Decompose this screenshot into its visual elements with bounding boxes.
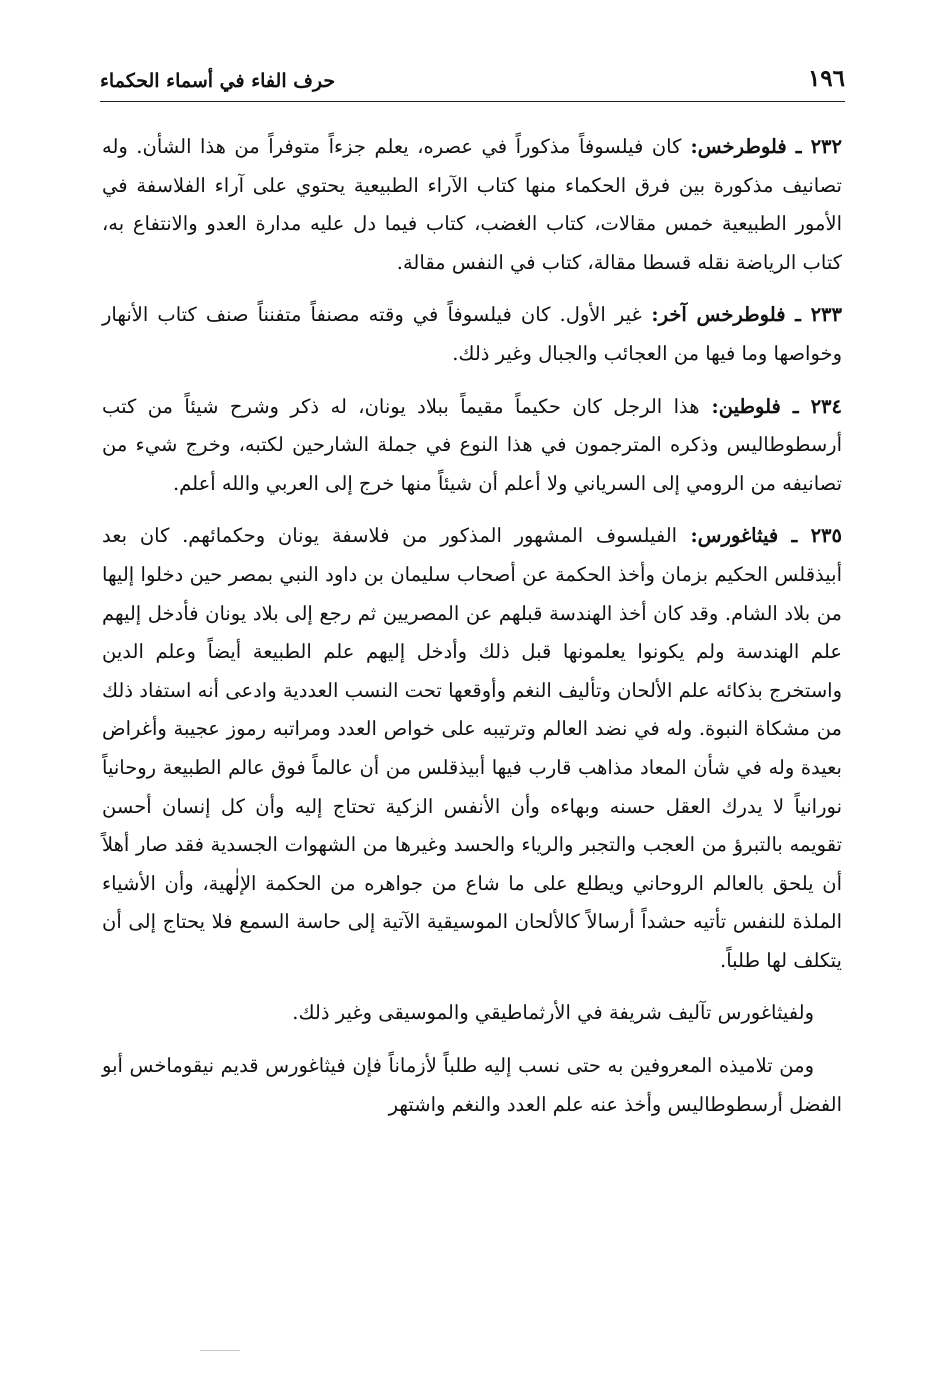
entry-dash: ـ (785, 303, 811, 327)
paragraph-students: ومن تلاميذه المعروفين به حتى نسب إليه طلباً لأزماناً فإن فيثاغورس قديم نيقوماخس أبو الفضل أرسطوطاليس وأخذ عنه علم العدد والنغم واشتهر (102, 1054, 842, 1116)
footer-mark (200, 1350, 240, 1351)
entry-234 (102, 388, 842, 504)
entry-text: غير الأول. كان فيلسوفاً في وقته مصنفاً متفنناً صنف كتاب الأنهار وخواصها وما فيها من العجائب والجبال وغير ذلك. (102, 303, 842, 365)
entry-colon: : (699, 394, 719, 418)
entry-number: ٢٣٥ (810, 524, 842, 548)
entry-dash: ـ (780, 394, 811, 418)
page-body (102, 128, 842, 1138)
entry-heading (677, 524, 842, 547)
page-number: ١٩٦ (807, 65, 845, 92)
entry-heading (642, 303, 842, 326)
entry-text: كان فيلسوفاً مذكوراً في عصره، يعلم جزءاً متوفراً من هذا الشأن. وله تصانيف مذكورة بين فرق الحكماء منها كتاب الآراء الطبيعية يحتوي على آراء الفلاسفة في الأمور الطبيعية خمس مقالات، كتاب الغضب، كتاب فيما دل عليه مدارة العدو والانتفاع به، كتاب الرياضة نقله قسطا مقالة، كتاب في النفس مقالة. (102, 135, 842, 274)
entry-colon: : (677, 524, 698, 548)
entry-name: فلوطين (718, 394, 781, 418)
entry-number: ٢٣٤ (810, 394, 842, 418)
running-title: حرف الفاء في أسماء الحكماء (100, 70, 336, 92)
entry-name: فلوطرخس آخر (658, 303, 786, 327)
page-header (100, 58, 845, 98)
entry-text: الفيلسوف المشهور المذكور من فلاسفة يونان وحكمائهم. كان بعد أبيذقلس الحكيم بزمان وأخذ الحكمة عن أصحاب سليمان بن داود النبي بمصر حين دخلوا إليها من بلاد الشام. وقد كان أخذ الهندسة قبلهم عن المصريين ثم رجع إلى بلاد يونان فأدخل إليهم علم الهندسة ولم يكونوا يعلمونها قبل ذلك وأدخل إليهم علم الطبيعة أيضاً وعلم الدين واستخرج بذكائه علم الألحان وتأليف النغم وأوقعها تحت النسب العددية وادعى أنه استفاد ذلك من مشكاة النبوة. وله في نضد العالم وترتيبه على خواص العدد ومراتبه رموز عجيبة وأغراض بعيدة وله في شأن المعاد مذاهب قارب فيها أبيذقلس من أن عالماً فوق عالم الطبيعة روحانياً نورانياً لا يدرك العقل حسنه وبهاءه وأن الأنفس الزكية تحتاج إليه وأن كل إنسان أحسن تقويمه بالتبرؤ من العجب والتجبر والرياء والحسد وغيرها من الشهوات الجسدية فقد صار أهلاً أن يلحق بالعالم الروحاني ويطلع على ما شاع من جواهره من الحكمة الإلٰهية، وأن الأشياء الملذة للنفس تأتيه حشداً أرسالاً كالألحان الموسيقية الآتية إلى حاسة السمع فلا يحتاج إلى أن يتكلف لها طلباً. (102, 524, 842, 972)
entry-name: فلوطرخس (697, 135, 787, 158)
entry-dash: ـ (786, 135, 811, 158)
entry-text: هذا الرجل كان حكيماً مقيماً ببلاد يونان، له ذكر وشرح شيئاً من كتب أرسطوطاليس وذكره المترجمون في هذا النوع في جملة الشارحين لكتبه، وخرج شيء من تصانيفه من الرومي إلى السرياني ولا أعلم أن شيئاً منها خرج إلى العربي والله أعلم. (102, 394, 842, 495)
entry-number: ٢٣٢ (810, 135, 842, 158)
entry-235 (102, 517, 842, 980)
header-rule (100, 101, 845, 102)
entry-colon: : (641, 303, 659, 327)
entry-colon: : (681, 135, 698, 158)
paragraph-works: ولفيثاغورس تآليف شريفة في الأرثماطيقي والموسيقى وغير ذلك. (292, 1001, 814, 1025)
entry-number: ٢٣٣ (810, 303, 842, 327)
entry-233 (102, 296, 842, 373)
entry-name: فيثاغورس (697, 524, 779, 548)
entry-heading (681, 135, 842, 158)
entry-232 (102, 128, 842, 282)
entry-heading (700, 395, 842, 418)
entry-dash: ـ (778, 524, 811, 548)
